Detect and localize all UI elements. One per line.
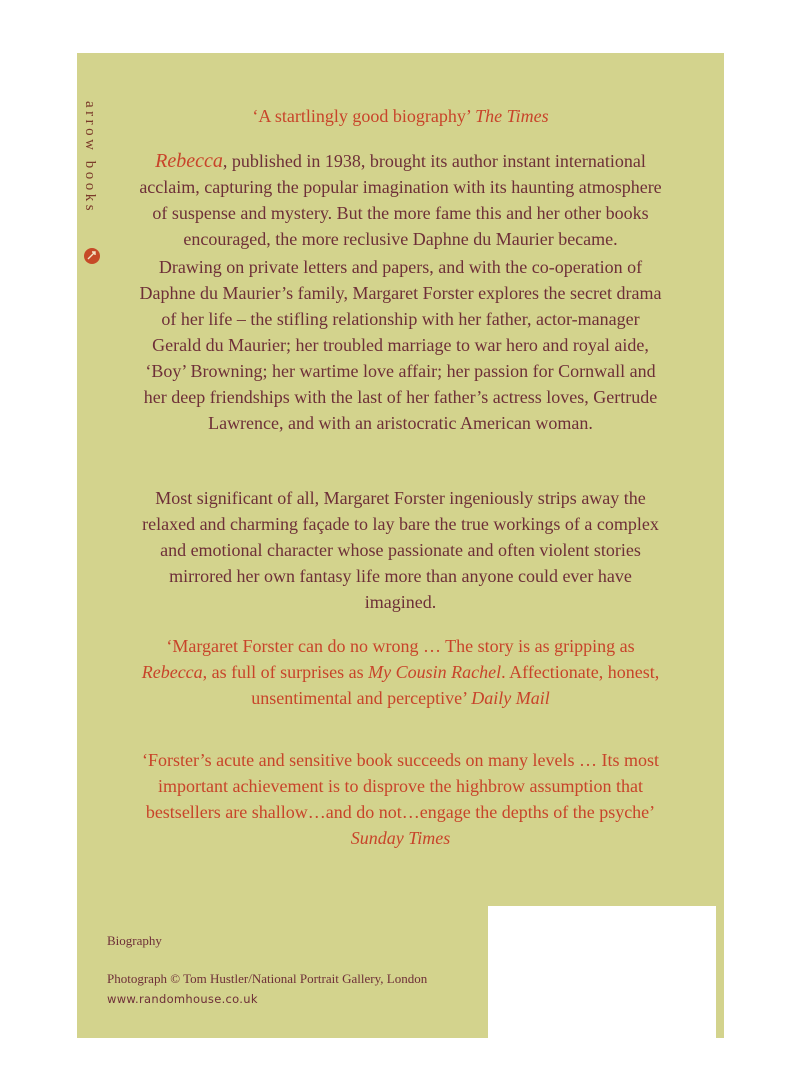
publisher-brand: arrow books bbox=[82, 101, 98, 215]
category-label: Biography bbox=[107, 933, 162, 948]
quote-text: unsentimental and perceptive’ bbox=[251, 688, 472, 708]
quote-text: , as full of surprises as bbox=[202, 662, 369, 682]
paragraph-line: encouraged, the more reclusive Daphne du Maurier became. bbox=[183, 229, 618, 249]
paragraph-line: Lawrence, and with an aristocratic American woman. bbox=[208, 413, 593, 433]
tagline-source: The Times bbox=[475, 106, 549, 126]
quote-line: ‘Forster’s acute and sensitive book succeeds on many levels … Its most bbox=[141, 750, 660, 770]
quote-line: important achievement is to disprove the highbrow assumption that bbox=[158, 776, 643, 796]
paragraph-line: Most significant of all, Margaret Forster ingeniously strips away the bbox=[155, 488, 646, 508]
paragraph-line: acclaim, capturing the popular imagination with its haunting atmosphere bbox=[139, 177, 662, 197]
book-title-rebecca: Rebecca bbox=[155, 150, 223, 172]
paragraph-text: , published in 1938, brought its author instant international bbox=[222, 151, 646, 171]
quote-source: Daily Mail bbox=[471, 688, 550, 708]
paragraph-line: Gerald du Maurier; her troubled marriage to war hero and royal aide, bbox=[152, 335, 649, 355]
blurb-paragraph-3 bbox=[77, 485, 724, 615]
blurb-paragraph-1 bbox=[77, 148, 724, 252]
paragraph-line: imagined. bbox=[364, 592, 437, 612]
paragraph-line: her deep friendships with the last of her father’s actress loves, Gertrude bbox=[143, 387, 658, 407]
barcode-box bbox=[488, 906, 716, 1042]
review-quote-daily-mail bbox=[77, 633, 724, 711]
quote-source: Sunday Times bbox=[350, 828, 451, 848]
paragraph-line bbox=[77, 148, 724, 174]
paragraph-line: of suspense and mystery. But the more fame this and her other books bbox=[152, 203, 649, 223]
review-quote-sunday-times bbox=[77, 747, 724, 851]
paragraph-line: Daphne du Maurier’s family, Margaret Forster explores the secret drama bbox=[139, 283, 662, 303]
photo-credit: Photograph © Tom Hustler/National Portrait Gallery, London bbox=[107, 971, 428, 986]
publisher-url: www.randomhouse.co.uk bbox=[107, 992, 258, 1006]
quote-line bbox=[77, 685, 724, 711]
book-title-rebecca: Rebecca bbox=[141, 662, 203, 682]
quote-line: bestsellers are shallow…and do not…engage the depths of the psyche’ bbox=[145, 802, 656, 822]
paragraph-line: relaxed and charming façade to lay bare the true workings of a complex bbox=[142, 514, 659, 534]
tagline-text: ‘A startlingly good biography’ bbox=[252, 106, 471, 126]
quote-line bbox=[77, 659, 724, 685]
blurb-paragraph-2 bbox=[77, 254, 724, 436]
paragraph-line: Drawing on private letters and papers, and with the co-operation of bbox=[158, 257, 643, 277]
book-back-cover bbox=[77, 53, 724, 1038]
paragraph-line: of her life – the stifling relationship with her father, actor-manager bbox=[161, 309, 640, 329]
book-title-my-cousin-rachel: My Cousin Rachel bbox=[368, 662, 502, 682]
paragraph-line: mirrored her own fantasy life more than anyone could ever have bbox=[169, 566, 632, 586]
paragraph-line: ‘Boy’ Browning; her wartime love affair; her passion for Cornwall and bbox=[145, 361, 656, 381]
quote-text: . Affectionate, honest, bbox=[501, 662, 660, 682]
paragraph-line: and emotional character whose passionate and often violent stories bbox=[160, 540, 641, 560]
tagline-quote bbox=[77, 103, 724, 129]
quote-line: ‘Margaret Forster can do no wrong … The story is as gripping as bbox=[166, 636, 635, 656]
